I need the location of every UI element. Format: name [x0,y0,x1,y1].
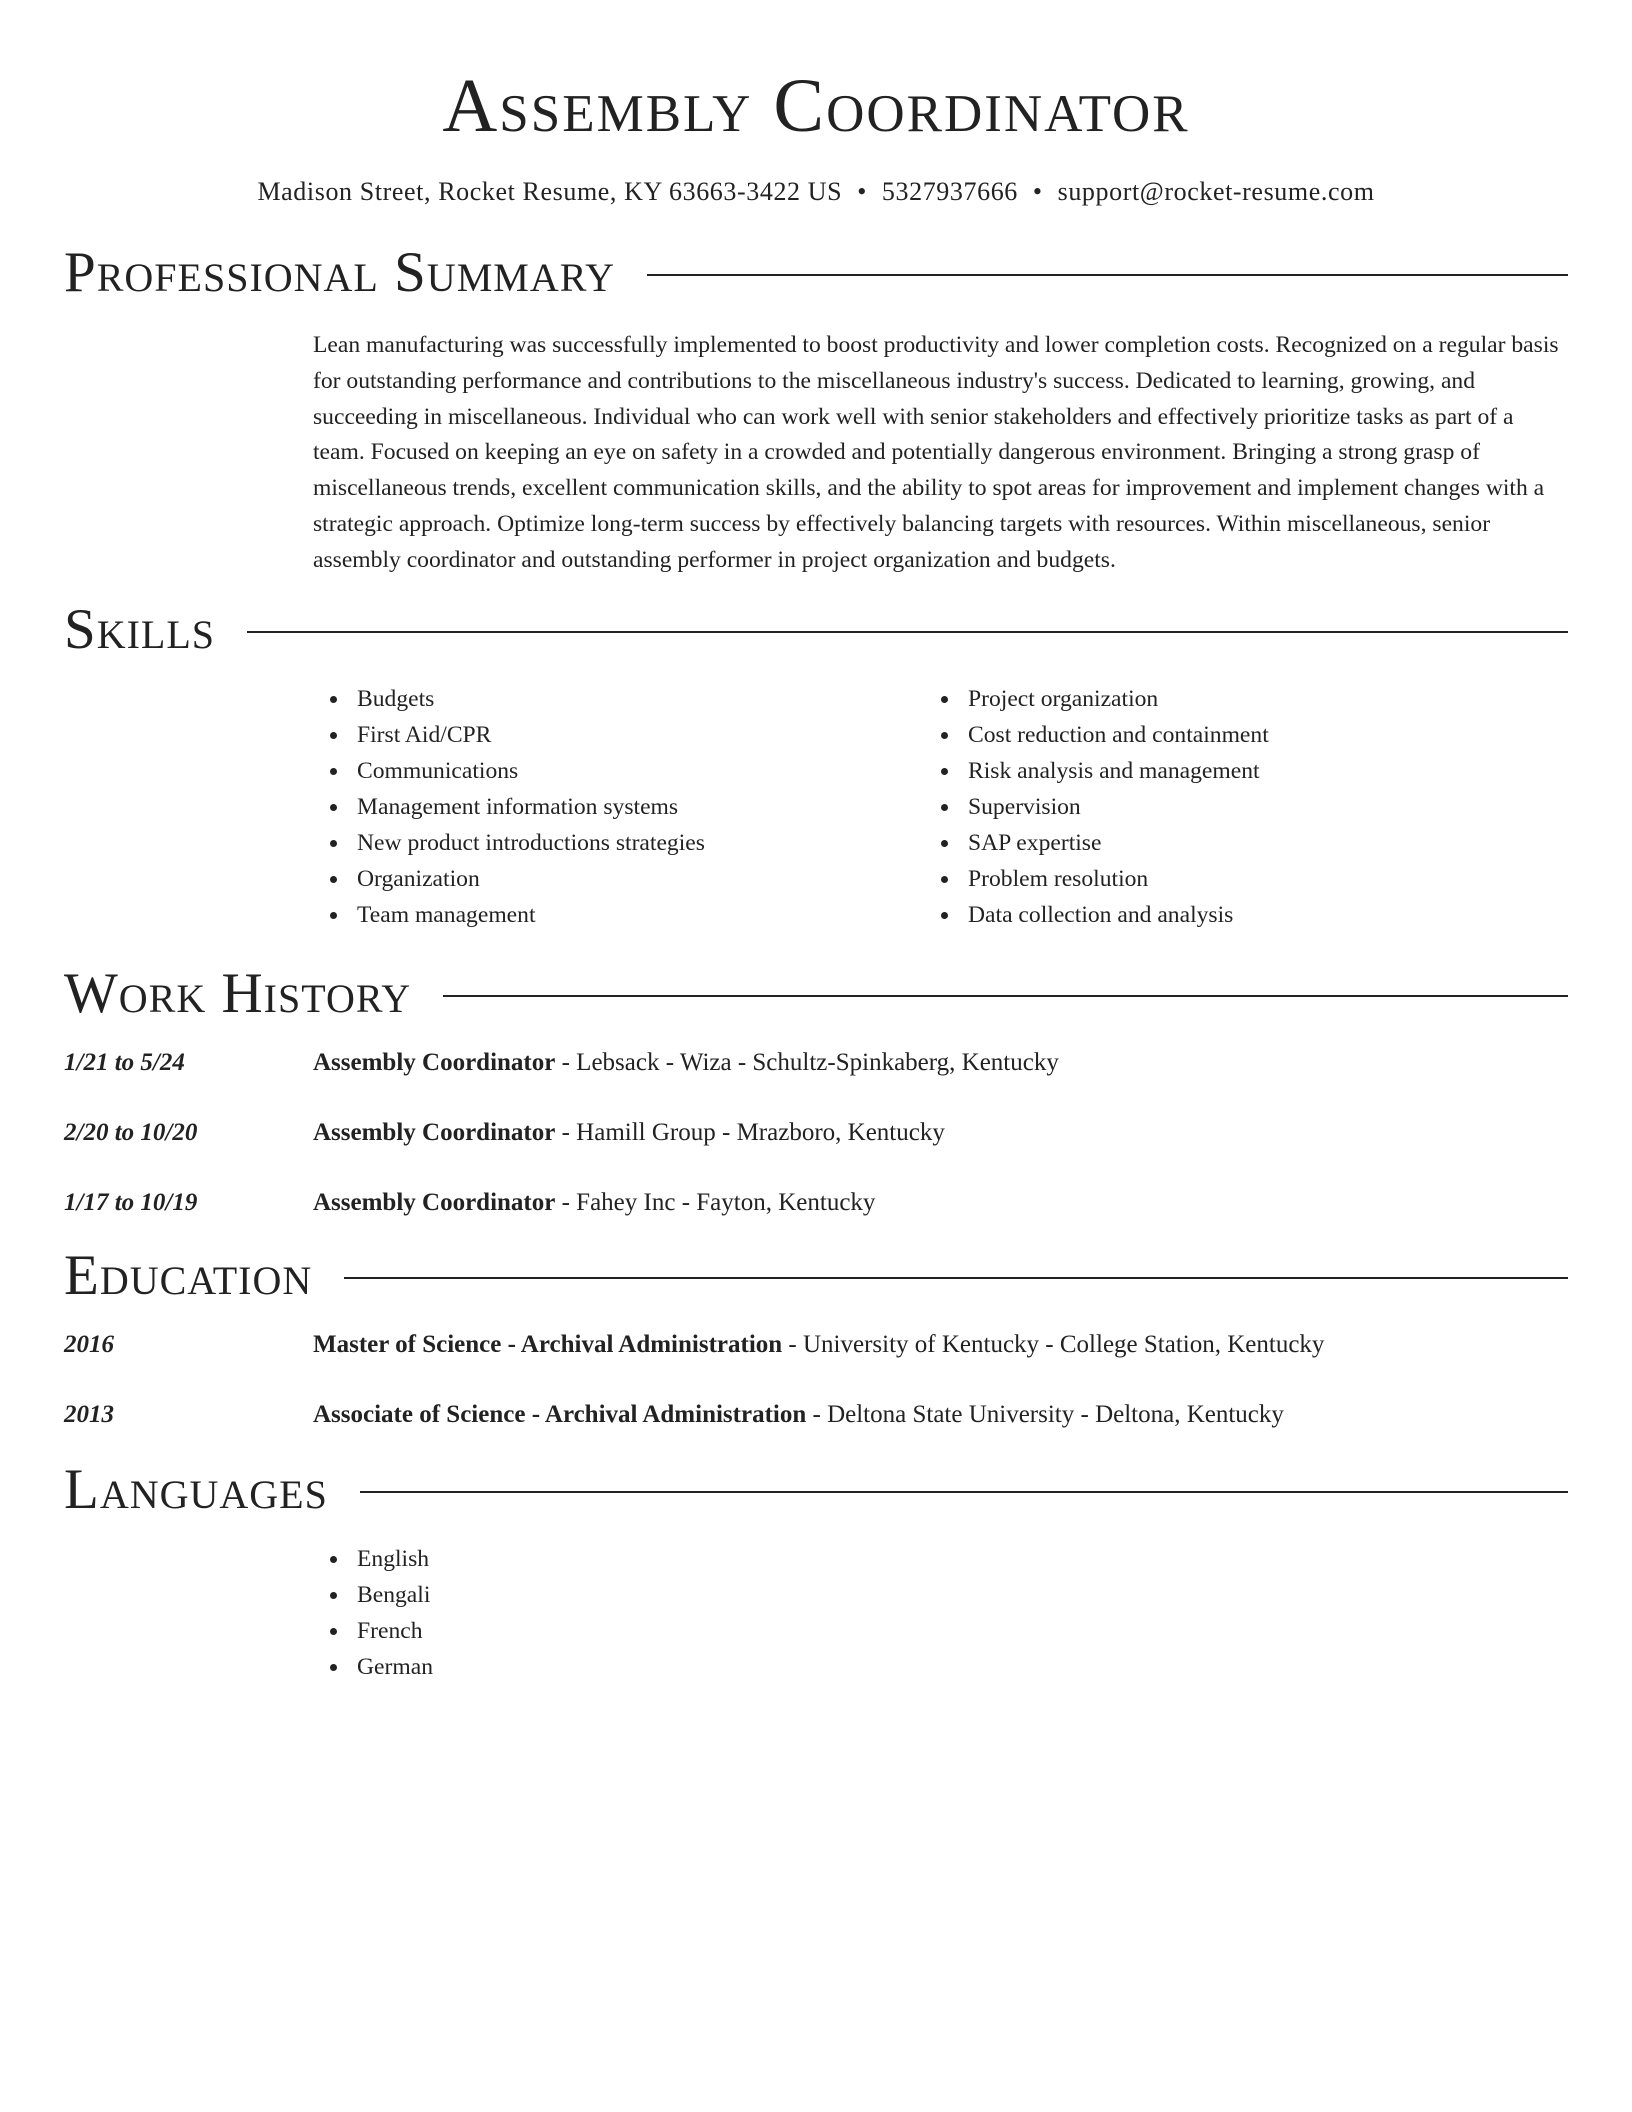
skill-item: Supervision [924,789,1535,825]
languages-section-header [64,1459,1568,1521]
contact-separator: • [1032,177,1043,206]
school-details: - University of Kentucky - College Station, Kentucky [782,1330,1325,1358]
skill-item: Risk analysis and management [924,753,1535,789]
skills-column-left [313,681,924,933]
employer-details: - Lebsack - Wiza - Schultz-Spinkaberg, Kentucky [555,1048,1059,1076]
section-divider [247,631,1568,633]
skill-item: SAP expertise [924,825,1535,861]
skill-item: First Aid/CPR [313,717,924,753]
skill-item: Budgets [313,681,924,717]
skills-list [313,681,1568,933]
skill-item: Team management [313,897,924,933]
summary-section-header [64,242,1568,304]
work-date: 1/21 to 5/24 [64,1048,185,1076]
work-description [313,1047,1059,1079]
education-date: 2016 [64,1330,114,1358]
languages-list [313,1541,1568,1685]
skill-item: Project organization [924,681,1535,717]
languages-heading: Languages [64,1457,328,1521]
work-entry [64,1187,1568,1219]
education-entry [64,1329,1568,1361]
contact-phone: 5327937666 [881,177,1018,206]
job-title: Assembly Coordinator [313,1188,556,1216]
resume-page [64,0,1568,1685]
skill-item: Communications [313,753,924,789]
job-title: Assembly Coordinator [313,1048,556,1076]
work-date: 1/17 to 10/19 [64,1188,198,1216]
skill-item: Cost reduction and containment [924,717,1535,753]
language-item: Bengali [313,1577,1568,1613]
summary-heading: Professional Summary [64,241,616,304]
job-title: Assembly Coordinator [313,1118,556,1146]
work-entry [64,1047,1568,1079]
section-divider [344,1277,1568,1279]
language-item: English [313,1541,1568,1577]
skills-column-right [924,681,1535,933]
work-description [313,1187,875,1219]
skill-item: Data collection and analysis [924,897,1535,933]
degree-title: Master of Science - Archival Administration [313,1330,783,1358]
education-description [313,1399,1284,1431]
work-heading: Work History [64,961,412,1025]
summary-text: Lean manufacturing was successfully implemented to boost productivity and lower completion costs. Recognized on a regular basis for outstanding performance and contributions to the miscellaneous industry's success. Dedicated to learning, growing, and succeeding in miscellaneous. Individual who can work well with senior stakeholders and effectively prioritize tasks as part of a team. Focused on keeping an eye on safety in a crowded and potentially dangerous environment. Bringing a strong grasp of miscellaneous trends, excellent communication skills, and the ability to spot areas for improvement and implement changes with a strategic approach. Optimize long-term success by effectively balancing targets with resources. Within miscellaneous, senior assembly coordinator and outstanding performer in project organization and budgets. [313,332,1559,573]
skills-section-header [64,599,1568,661]
skill-item: Problem resolution [924,861,1535,897]
candidate-name: Assembly Coordinator [442,64,1190,148]
education-heading: Education [64,1243,313,1307]
education-description [313,1329,1324,1361]
education-entry [64,1399,1568,1431]
contact-email: support@rocket-resume.com [1057,177,1375,206]
employer-details: - Hamill Group - Mrazboro, Kentucky [555,1118,945,1146]
skill-item: Management information systems [313,789,924,825]
employer-details: - Fahey Inc - Fayton, Kentucky [555,1188,876,1216]
education-section-header [64,1245,1568,1307]
contact-separator: • [857,177,867,206]
degree-title: Associate of Science - Archival Administration [313,1400,807,1428]
work-section-header [64,963,1568,1025]
work-description [313,1117,945,1149]
work-entry [64,1117,1568,1149]
skill-item: New product introductions strategies [313,825,924,861]
skills-heading: Skills [64,597,216,661]
contact-address: Madison Street, Rocket Resume, KY 63663-3422 US [257,177,843,206]
section-divider [443,995,1568,997]
school-details: - Deltona State University - Deltona, Kentucky [806,1400,1284,1428]
language-item: German [313,1649,1568,1685]
section-divider [360,1491,1568,1493]
language-item: French [313,1613,1568,1649]
work-date: 2/20 to 10/20 [64,1118,198,1146]
education-date: 2013 [64,1400,114,1428]
skill-item: Organization [313,861,924,897]
section-divider [647,274,1568,276]
contact-line [64,176,1568,208]
